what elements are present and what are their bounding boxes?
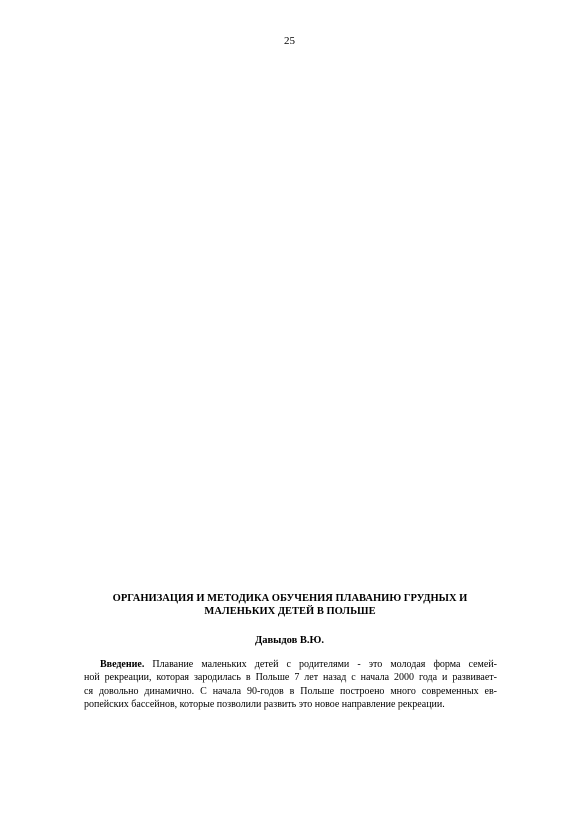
author-name: Давыдов В.Ю. (254, 635, 324, 646)
intro-paragraph (84, 658, 497, 711)
intro-line-3: ся довольно динамично. С начала 90-годов в Польше построено много современных ев- (84, 685, 497, 697)
title-line-1: ОРГАНИЗАЦИЯ И МЕТОДИКА ОБУЧЕНИЯ ПЛАВАНИЮ ГРУДНЫХ И (112, 593, 468, 604)
intro-line-1-rest: Плавание маленьких детей с родителями - это молодая форма семей- (144, 659, 497, 670)
page-number: 25 (284, 35, 295, 47)
intro-line-2: ной рекреации, которая зародилась в Польше 7 лет назад с начала 2000 года и развивает- (84, 672, 497, 684)
title-line-2: МАЛЕНЬКИХ ДЕТЕЙ В ПОЛЬШЕ (204, 606, 376, 617)
intro-line-4: ропейских бассейнов, которые позволили развить это новое направление рекреации. (84, 698, 445, 710)
intro-lead: Введение. (100, 659, 145, 670)
intro-line-1 (84, 658, 497, 671)
article-title (80, 592, 500, 618)
